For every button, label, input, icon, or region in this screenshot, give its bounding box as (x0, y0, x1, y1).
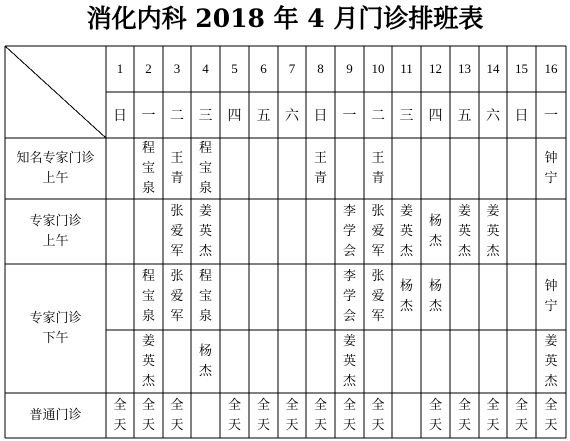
name-char: 王 (371, 150, 385, 166)
name-char: 程 (198, 269, 212, 284)
name-char: 会 (342, 243, 356, 259)
schedule-cell (364, 199, 392, 264)
schedule-cell (421, 264, 450, 330)
name-char: 天 (457, 417, 471, 433)
row-label-line1: 普通门诊 (29, 407, 82, 423)
page-title: 消化内科 2018 年 4 月门诊排班表 (86, 4, 484, 33)
name-char: 杰 (428, 299, 442, 314)
name-char: 李 (342, 203, 356, 219)
row-label-line2: 上午 (42, 233, 69, 249)
name-char: 姜 (544, 333, 558, 349)
name-char: 军 (170, 309, 184, 324)
schedule-cell (163, 138, 191, 199)
name-char: 姜 (486, 203, 500, 219)
schedule-cell (163, 393, 191, 438)
schedule-cell (134, 138, 163, 199)
row-label-expert-am (5, 199, 106, 264)
row-label-expert-pm (5, 264, 106, 393)
name-char: 爱 (371, 289, 385, 304)
schedule-cell (507, 393, 536, 438)
name-char: 英 (342, 353, 356, 369)
name-char: 王 (313, 150, 327, 166)
schedule-cell (421, 393, 450, 438)
name-char: 泉 (198, 180, 212, 196)
day-number: 16 (544, 61, 558, 76)
name-char: 全 (170, 397, 184, 413)
name-char: 青 (371, 170, 385, 186)
name-char: 杰 (428, 233, 442, 249)
name-char: 杰 (198, 243, 212, 259)
name-char: 杨 (399, 279, 413, 294)
schedule-cell (335, 199, 364, 264)
name-char: 天 (170, 417, 184, 433)
day-number: 4 (202, 61, 209, 76)
name-char: 张 (371, 269, 385, 284)
name-char: 天 (313, 417, 327, 433)
weekday: 三 (198, 108, 213, 124)
weekday: 日 (113, 108, 127, 124)
name-char: 泉 (141, 309, 155, 324)
schedule-cell (163, 264, 191, 330)
name-char: 全 (486, 397, 500, 413)
schedule-cell (134, 264, 163, 330)
weekday: 日 (313, 108, 328, 124)
name-char: 天 (256, 417, 270, 433)
name-char: 全 (313, 397, 327, 413)
name-char: 天 (113, 417, 127, 433)
weekday: 六 (285, 108, 299, 124)
name-char: 军 (371, 309, 385, 324)
name-char: 杰 (141, 373, 155, 389)
day-number: 10 (371, 61, 385, 76)
name-char: 杰 (399, 243, 413, 259)
name-char: 爱 (371, 223, 385, 239)
name-char: 钟 (544, 150, 558, 166)
weekday: 三 (399, 108, 414, 124)
schedule-cell (450, 393, 479, 438)
name-char: 英 (486, 223, 500, 239)
name-char: 杰 (342, 373, 356, 389)
name-char: 程 (198, 140, 212, 156)
name-char: 英 (141, 353, 155, 369)
corner-diagonal (5, 46, 106, 138)
schedule-cell (335, 264, 364, 330)
name-char: 天 (544, 417, 558, 433)
day-number: 6 (260, 61, 267, 76)
schedule-cell (392, 199, 421, 264)
name-char: 宝 (141, 289, 155, 304)
name-char: 军 (170, 243, 184, 259)
name-char: 天 (486, 417, 500, 433)
day-number: 2 (145, 61, 152, 76)
name-char: 宝 (198, 160, 212, 176)
row-label-line1: 专家门诊 (29, 310, 82, 326)
name-char: 军 (371, 243, 385, 259)
weekday: 二 (170, 108, 184, 124)
name-char: 全 (342, 397, 356, 413)
schedule-cell (106, 393, 134, 438)
weekday: 日 (514, 108, 529, 124)
name-char: 全 (256, 397, 270, 413)
schedule-cell (392, 264, 421, 330)
schedule-cell (536, 138, 566, 199)
row-label-line2: 下午 (42, 330, 69, 346)
schedule-cell (306, 138, 335, 199)
schedule-cell (163, 199, 191, 264)
day-number: 3 (173, 61, 181, 76)
name-char: 全 (113, 397, 127, 413)
weekday: 一 (544, 108, 558, 124)
name-char: 杰 (198, 363, 212, 379)
name-char: 全 (141, 397, 155, 413)
day-number: 1 (116, 61, 124, 76)
schedule-cell (191, 199, 220, 264)
schedule-cell (335, 330, 364, 393)
schedule-cell (364, 138, 392, 199)
schedule-cell (450, 199, 479, 264)
name-char: 英 (544, 353, 558, 369)
name-char: 英 (399, 223, 413, 239)
weekday: 四 (227, 108, 242, 124)
name-char: 宁 (544, 170, 558, 186)
schedule-cell (134, 330, 163, 393)
name-char: 青 (170, 170, 184, 186)
name-char: 宁 (544, 299, 558, 314)
name-char: 姜 (342, 333, 356, 349)
name-char: 学 (342, 223, 356, 239)
weekday: 一 (141, 108, 156, 124)
name-char: 杰 (486, 243, 500, 259)
name-char: 姜 (399, 203, 413, 219)
weekday: 四 (428, 108, 443, 124)
name-char: 全 (285, 397, 299, 413)
schedule-cell (249, 393, 278, 438)
schedule-cell (421, 199, 450, 264)
name-char: 爱 (170, 223, 184, 239)
name-char: 青 (313, 170, 327, 186)
name-char: 杰 (457, 243, 471, 259)
row-label-famous-am (5, 138, 106, 199)
schedule-cell (134, 393, 163, 438)
name-char: 泉 (141, 180, 155, 196)
name-char: 全 (544, 397, 558, 413)
schedule-cell (191, 264, 220, 330)
day-number: 13 (458, 61, 471, 76)
name-char: 宝 (198, 289, 212, 304)
schedule-cell (364, 264, 392, 330)
name-char: 会 (342, 309, 356, 324)
name-char: 姜 (198, 203, 212, 219)
schedule-cell (278, 393, 306, 438)
name-char: 张 (170, 203, 184, 219)
row-label-general (5, 393, 106, 438)
name-char: 姜 (457, 203, 471, 219)
day-number: 8 (317, 61, 324, 76)
schedule-cell (479, 393, 507, 438)
row-label-line2: 上午 (42, 170, 69, 186)
schedule-cell (335, 393, 364, 438)
name-char: 全 (428, 397, 442, 413)
weekday: 一 (342, 108, 357, 124)
name-char: 宝 (141, 160, 155, 176)
day-number: 5 (231, 61, 238, 76)
schedule-cell (364, 393, 392, 438)
name-char: 程 (141, 140, 155, 156)
name-char: 天 (141, 417, 155, 433)
name-char: 杨 (428, 279, 442, 294)
name-char: 张 (170, 269, 184, 284)
name-char: 英 (457, 223, 471, 239)
row-label-line1: 知名专家门诊 (16, 150, 95, 166)
name-char: 杰 (544, 373, 558, 389)
row-label-line1: 专家门诊 (29, 213, 82, 229)
weekday: 二 (371, 108, 385, 124)
name-char: 程 (141, 269, 155, 284)
name-char: 全 (514, 397, 528, 413)
schedule-cell (306, 393, 335, 438)
day-number: 9 (346, 61, 353, 76)
name-char: 天 (342, 417, 356, 433)
day-number: 7 (288, 61, 296, 76)
name-char: 全 (371, 397, 385, 413)
schedule-cell (479, 199, 507, 264)
name-char: 学 (342, 289, 356, 304)
name-char: 张 (371, 203, 385, 219)
weekday: 六 (486, 108, 500, 124)
day-number: 12 (429, 61, 442, 76)
schedule-cell (191, 138, 220, 199)
schedule-cell (536, 330, 566, 393)
schedule-cell (536, 393, 566, 438)
name-char: 钟 (544, 279, 558, 294)
name-char: 天 (227, 417, 241, 433)
name-char: 天 (428, 417, 442, 433)
name-char: 全 (457, 397, 471, 413)
day-number: 11 (400, 61, 413, 76)
name-char: 王 (170, 150, 184, 166)
name-char: 全 (227, 397, 241, 413)
name-char: 英 (198, 223, 212, 239)
day-number: 15 (515, 61, 528, 76)
name-char: 爱 (170, 289, 184, 304)
name-char: 天 (371, 417, 385, 433)
schedule-cell (220, 393, 249, 438)
weekday: 五 (256, 108, 271, 124)
name-char: 天 (285, 417, 299, 433)
day-number: 14 (486, 61, 500, 76)
name-char: 杨 (198, 343, 212, 359)
schedule-cell (536, 264, 566, 330)
weekday: 五 (457, 108, 472, 124)
schedule-cell (191, 330, 220, 393)
name-char: 杨 (428, 213, 442, 229)
name-char: 泉 (198, 309, 212, 324)
name-char: 天 (514, 417, 528, 433)
name-char: 杰 (399, 299, 413, 314)
name-char: 姜 (141, 333, 155, 349)
name-char: 李 (342, 269, 356, 284)
